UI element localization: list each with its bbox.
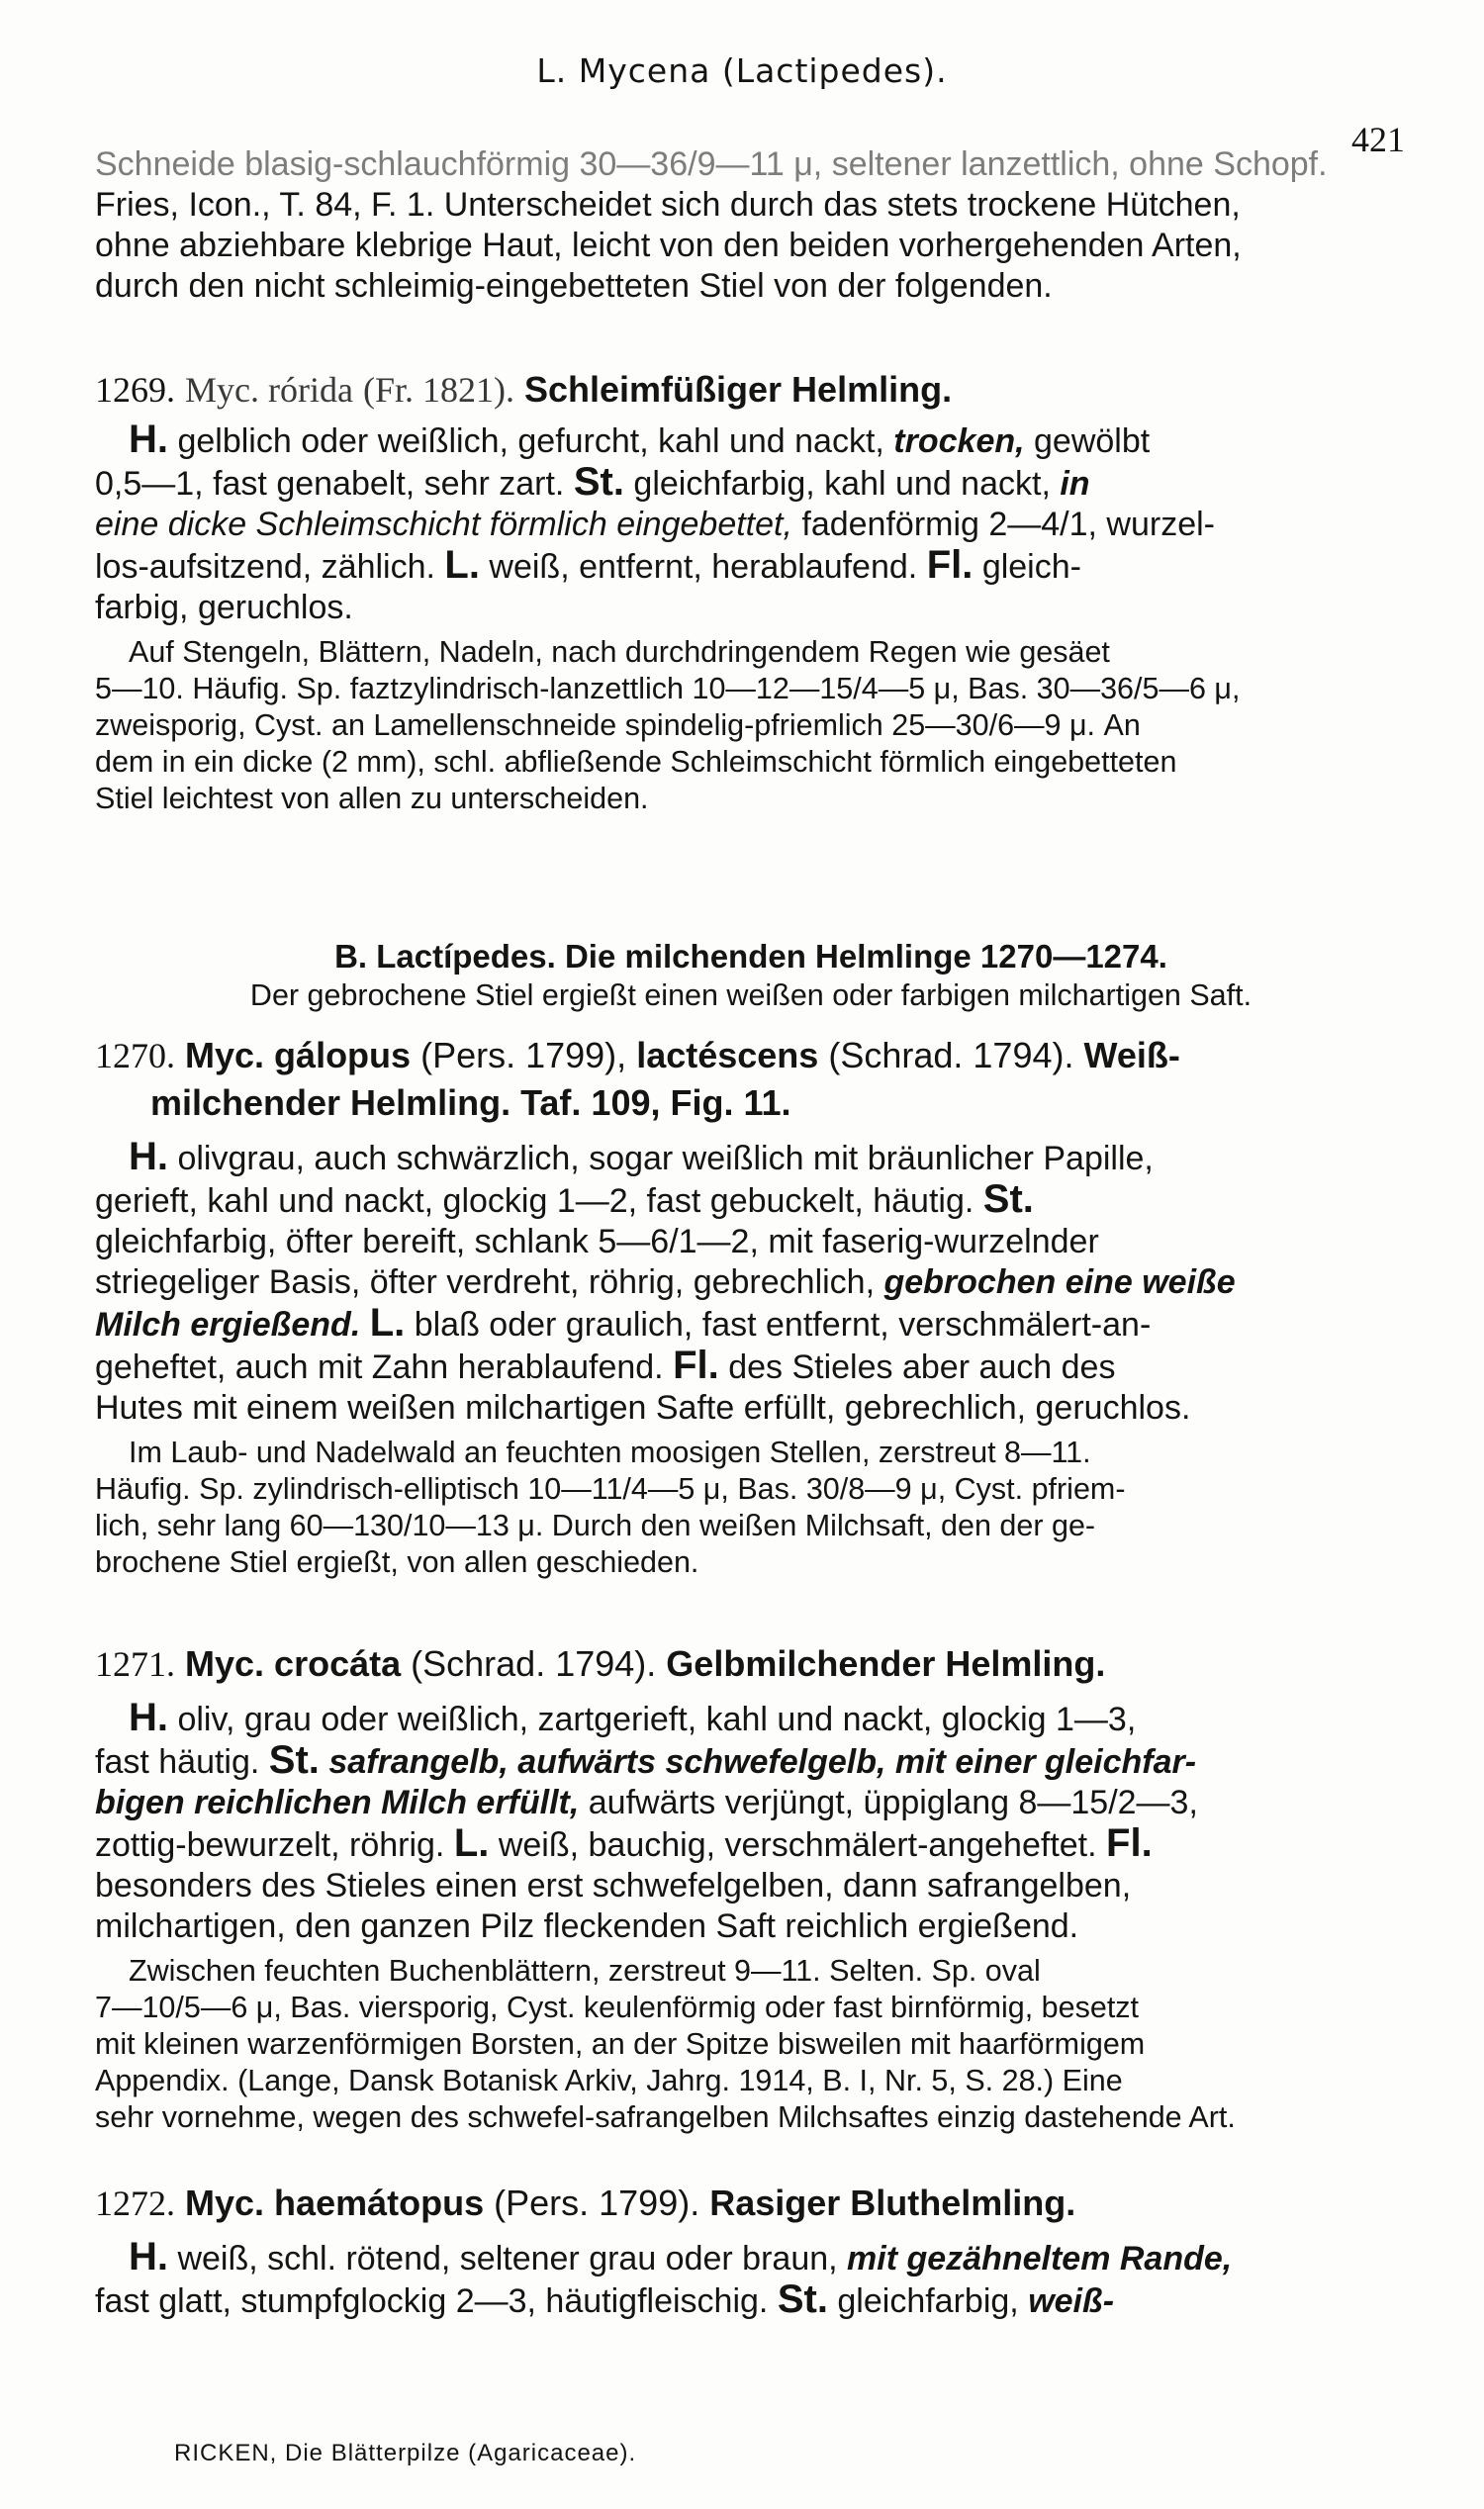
entry-1269: [95, 366, 1407, 817]
entry-heading: [95, 366, 1407, 414]
note-line: mit kleinen warzenförmigen Borsten, an der Spitze bisweilen mit haarförmigem: [95, 2027, 1146, 2061]
note-line: dem in ein dicke (2 mm), schl. abfließende Schleimschicht förmlich eingebetteten: [95, 745, 1177, 779]
note-line: Häufig. Sp. zylindrisch-elliptisch 10—11/4—5 μ, Bas. 30/8—9 μ, Cyst. pfriem-: [95, 1472, 1126, 1506]
page-number: 421: [1351, 120, 1405, 159]
note-line: lich, sehr lang 60—130/10—13 μ. Durch den weißen Milchsaft, den der ge-: [95, 1509, 1096, 1542]
intro-paragraph: [95, 144, 1407, 307]
key-lamellen: L.: [453, 1821, 490, 1865]
common-name: Schleimfüßiger Helmling.: [524, 369, 953, 410]
species-author: (Fr. 1821).: [362, 370, 514, 410]
entry-number: 1270.: [95, 1036, 175, 1075]
note-line: zweisporig, Cyst. an Lamellenschneide spindelig-pfriemlich 25—30/6—9 μ. An: [95, 708, 1141, 742]
note-line: Zwischen feuchten Buchenblättern, zerstreut 9—11. Selten. Sp. oval: [129, 1954, 1041, 1988]
note-line: Appendix. (Lange, Dansk Botanisk Arkiv, Jahrg. 1914, B. I, Nr. 5, S. 28.) Eine: [95, 2064, 1123, 2097]
key-hut: H.: [129, 1135, 168, 1178]
description-line: milchartigen, den ganzen Pilz fleckenden Saft reichlich ergießend.: [95, 1907, 1079, 1945]
description-line: farbig, geruchlos.: [95, 589, 353, 626]
species-name: Myc. rórida: [185, 370, 353, 410]
entry-heading: [95, 2180, 1407, 2227]
description-line: zottig-bewurzelt, röhrig. L. weiß, bauchig, verschmälert-angeheftet. Fl.: [95, 1821, 1153, 1865]
description-line: geheftet, auch mit Zahn herablaufend. Fl. des Stieles aber auch des: [95, 1344, 1116, 1387]
section-title: B. Lactípedes. Die milchenden Helmlinge 1270—1274.: [334, 938, 1167, 975]
description-line: los-aufsitzend, zählich. L. weiß, entfernt, herablaufend. Fl. gleich-: [95, 543, 1081, 587]
entry-heading-cont: [95, 1079, 1407, 1127]
species-author: (Schrad. 1794).: [411, 1643, 657, 1684]
description-line: H. oliv, grau oder weißlich, zartgerieft, kahl und nackt, glockig 1—3,: [129, 1696, 1137, 1739]
key-hut: H.: [129, 1696, 168, 1739]
description-line: bigen reichlichen Milch erfüllt, aufwärts verjüngt, üppiglang 8—15/2—3,: [95, 1784, 1198, 1821]
note-line: sehr vornehme, wegen des schwefel-safrangelben Milchsaftes einzig dastehende Art.: [95, 2100, 1236, 2134]
entry-1272: [95, 2180, 1407, 2322]
description-line: fast häutig. St. safrangelb, aufwärts schwefelgelb, mit einer gleichfar-: [95, 1738, 1197, 1782]
common-name: Rasiger Bluthelmling.: [709, 2183, 1076, 2223]
description-line: gleichfarbig, öfter bereift, schlank 5—6/1—2, mit faserig-wurzelnder: [95, 1223, 1099, 1260]
description-line: Hutes mit einem weißen milchartigen Safte erfüllt, gebrechlich, geruchlos.: [95, 1389, 1191, 1427]
section-subtitle: Der gebrochene Stiel ergießt einen weißen oder farbigen milchartigen Saft.: [249, 978, 1252, 1012]
running-title: L. Mycena (Lactipedes).: [536, 51, 948, 90]
entry-number: 1269.: [95, 370, 175, 410]
description-line: eine dicke Schleimschicht förmlich eingebettet, fadenförmig 2—4/1, wurzel-: [95, 506, 1216, 543]
key-fleisch: Fl.: [673, 1344, 719, 1387]
species-name: Myc. haemátopus: [185, 2183, 485, 2223]
key-lamellen: L.: [444, 543, 480, 587]
intro-line: ohne abziehbare klebrige Haut, leicht von den beiden vorhergehenden Arten,: [95, 227, 1242, 264]
key-hut: H.: [129, 418, 168, 461]
intro-line: durch den nicht schleimig-eingebetteten Stiel von der folgenden.: [95, 267, 1053, 305]
description-line: besonders des Stieles einen erst schwefelgelben, dann safrangelben,: [95, 1867, 1132, 1905]
common-name: Weiß-: [1083, 1035, 1180, 1075]
key-fleisch: Fl.: [926, 543, 974, 587]
description-line: striegeliger Basis, öfter verdreht, röhrig, gebrechlich, gebrochen eine weiße: [95, 1263, 1236, 1301]
description-line: Milch ergießend. L. blaß oder graulich, fast entfernt, verschmälert-an-: [95, 1301, 1152, 1345]
key-stiel: St.: [777, 2277, 828, 2321]
note-line: Im Laub- und Nadelwald an feuchten moosigen Stellen, zerstreut 8—11.: [129, 1436, 1091, 1469]
common-name: Gelbmilchender Helmling.: [666, 1643, 1106, 1684]
note-line: brochene Stiel ergießt, von allen geschieden.: [95, 1545, 699, 1579]
entry-number: 1272.: [95, 2184, 175, 2223]
note-line: 5—10. Häufig. Sp. faztzylindrisch-lanzettlich 10—12—15/4—5 μ, Bas. 30—36/5—6 μ,: [95, 672, 1241, 705]
note-line: 7—10/5—6 μ, Bas. viersporig, Cyst. keulenförmig oder fast birnförmig, besetzt: [95, 1991, 1140, 2024]
description-line: gerieft, kahl und nackt, glockig 1—2, fast gebuckelt, häutig. St.: [95, 1177, 1034, 1221]
intro-line: Schneide blasig-schlauchförmig 30—36/9—11 μ, seltener lanzettlich, ohne Schopf.: [95, 145, 1328, 183]
plate-reference: Taf. 109, Fig. 11.: [520, 1082, 791, 1123]
key-stiel: St.: [573, 460, 624, 504]
entry-1270: [95, 1032, 1407, 1581]
intro-line: Fries, Icon., T. 84, F. 1. Unterscheidet sich durch das stets trockene Hütchen,: [95, 186, 1241, 224]
description-line: H. olivgrau, auch schwärzlich, sogar weißlich mit bräunlicher Papille,: [129, 1135, 1154, 1178]
key-fleisch: Fl.: [1106, 1821, 1153, 1865]
species-name: Myc. gálopus: [185, 1035, 412, 1075]
entry-notes: [95, 1435, 1407, 1581]
key-lamellen: L.: [369, 1301, 406, 1345]
page-body: [95, 117, 1407, 2322]
species-synonym: lactéscens: [636, 1035, 819, 1075]
entry-heading: [95, 1640, 1407, 1688]
synonym-author: (Schrad. 1794).: [828, 1035, 1074, 1075]
description-line: fast glatt, stumpfglockig 2—3, häutigfleischig. St. gleichfarbig, weiß-: [95, 2277, 1115, 2321]
key-stiel: St.: [982, 1177, 1034, 1221]
common-name-cont: milchender Helmling.: [150, 1082, 511, 1123]
species-author: (Pers. 1799).: [494, 2183, 700, 2223]
footer-signature: RICKEN, Die Blätterpilze (Agaricaceae).: [174, 2440, 637, 2466]
entry-1271: [95, 1640, 1407, 2136]
entry-notes: [95, 634, 1407, 817]
key-stiel: St.: [268, 1738, 320, 1782]
description-line: H. gelblich oder weißlich, gefurcht, kahl und nackt, trocken, gewölbt: [129, 418, 1151, 461]
species-name: Myc. crocáta: [185, 1643, 402, 1684]
entry-heading: [95, 1032, 1407, 1079]
description-line: 0,5—1, fast genabelt, sehr zart. St. gleichfarbig, kahl und nackt, in: [95, 460, 1090, 504]
note-line: Auf Stengeln, Blättern, Nadeln, nach durchdringendem Regen wie gesäet: [129, 635, 1110, 669]
description-line: H. weiß, schl. rötend, seltener grau oder braun, mit gezähneltem Rande,: [129, 2235, 1233, 2278]
species-author: (Pers. 1799),: [420, 1035, 627, 1075]
key-hut: H.: [129, 2235, 168, 2278]
section-b: [95, 936, 1407, 1014]
entry-notes: [95, 1953, 1407, 2136]
entry-number: 1271.: [95, 1644, 175, 1684]
note-line: Stiel leichtest von allen zu unterscheiden.: [95, 782, 649, 815]
